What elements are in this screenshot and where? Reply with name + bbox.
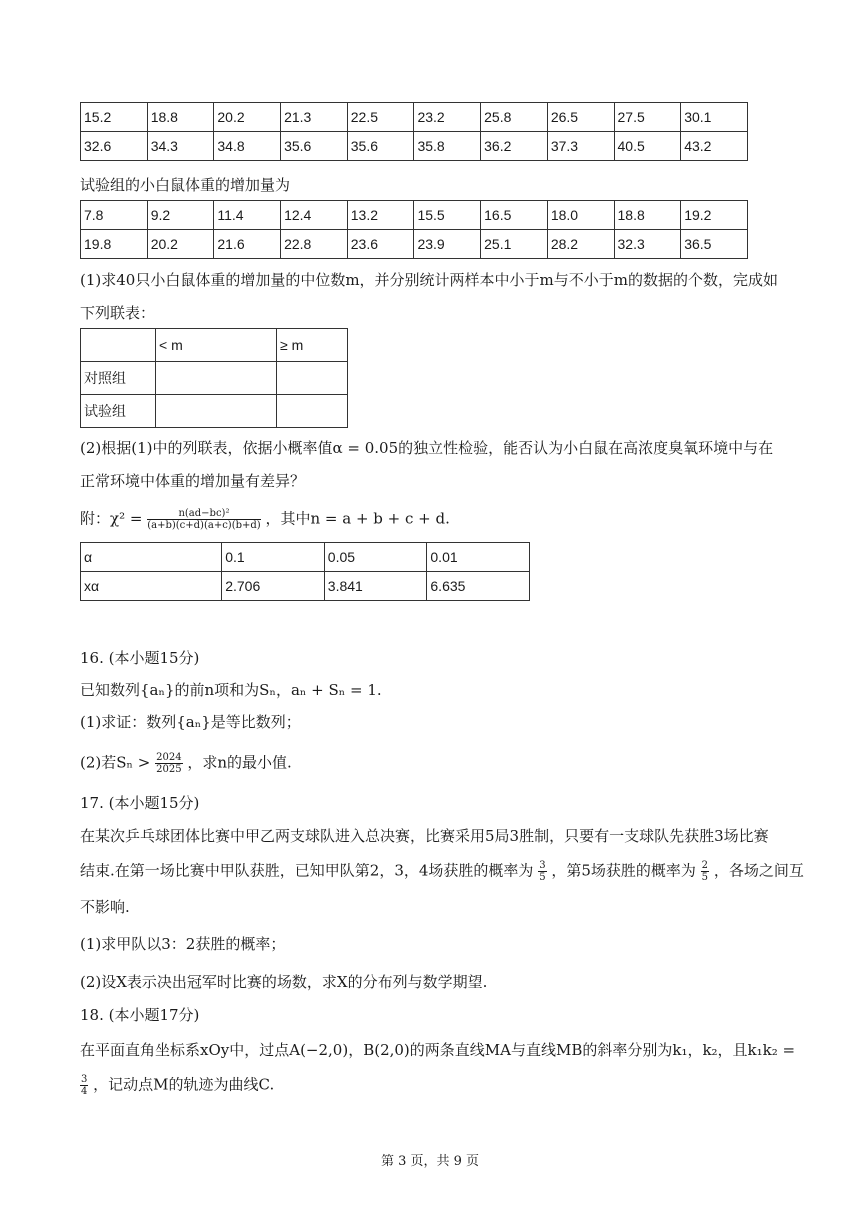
q16-frac-den: 2025 xyxy=(156,764,182,775)
control-cell: 37.3 xyxy=(547,132,614,161)
control-cell: 35.6 xyxy=(281,132,348,161)
experimental-cell: 11.4 xyxy=(214,201,281,230)
q16-fraction xyxy=(155,752,182,775)
control-cell: 18.8 xyxy=(147,103,214,132)
q17-line2-a: 结束.在第一场比赛中甲队获胜，已知甲队第2，3，4场获胜的概率为 xyxy=(80,861,534,880)
experimental-cell: 18.0 xyxy=(547,201,614,230)
experimental-row xyxy=(81,201,748,230)
q17-part2: (2)设X表示决出冠军时比赛的场数，求X的分布列与数学期望. xyxy=(80,973,488,991)
control-cell: 30.1 xyxy=(681,103,748,132)
contingency-cell xyxy=(81,329,156,362)
control-cell: 27.5 xyxy=(614,103,681,132)
q17-frac2-num: 2 xyxy=(701,860,709,871)
experimental-cell: 19.2 xyxy=(681,201,748,230)
q17-header: 17. (本小题15分) xyxy=(80,794,200,812)
q17-frac2-den: 5 xyxy=(701,872,709,883)
q16-part2 xyxy=(80,752,292,775)
critical-value-table xyxy=(80,542,530,601)
control-cell: 40.5 xyxy=(614,132,681,161)
experimental-cell: 20.2 xyxy=(147,230,214,259)
q15-part2-line1: (2)根据(1)中的列联表，依据小概率值α = 0.05的独立性检验，能否认为小白鼠在高浓度臭氧环境中与在 xyxy=(80,439,774,457)
contingency-cell xyxy=(156,362,277,395)
experimental-cell: 32.3 xyxy=(614,230,681,259)
q18-line2 xyxy=(80,1074,274,1097)
q16-part2-prefix: (2)若Sₙ > xyxy=(80,753,151,772)
control-cell: 36.2 xyxy=(481,132,548,161)
control-cell: 15.2 xyxy=(81,103,148,132)
experimental-cell: 12.4 xyxy=(281,201,348,230)
experimental-cell: 23.6 xyxy=(347,230,414,259)
page-footer: 第 3 页，共 9 页 xyxy=(380,1154,480,1169)
q17-part1: (1)求甲队以3：2获胜的概率； xyxy=(80,935,286,953)
critical-cell: 6.635 xyxy=(427,572,530,601)
critical-cell: 0.1 xyxy=(222,543,325,572)
critical-cell: xα xyxy=(81,572,222,601)
q17-line2-b: ，第5场获胜的概率为 xyxy=(551,861,696,880)
control-cell: 35.8 xyxy=(414,132,481,161)
experimental-cell: 36.5 xyxy=(681,230,748,259)
q17-frac1-num: 3 xyxy=(539,860,546,871)
q16-part2-suffix: ，求n的最小值. xyxy=(187,753,292,772)
contingency-cell xyxy=(277,395,348,428)
contingency-table xyxy=(80,328,348,428)
critical-cell: 3.841 xyxy=(324,572,427,601)
control-cell: 20.2 xyxy=(214,103,281,132)
control-row xyxy=(81,132,748,161)
q16-statement: 已知数列{aₙ}的前n项和为Sₙ，aₙ + Sₙ = 1. xyxy=(80,681,382,699)
q15-part1-line2: 下列联表： xyxy=(80,304,156,322)
q15-part2-line2: 正常环境中体重的增加量有差异？ xyxy=(80,472,306,490)
q16-frac-num: 2024 xyxy=(156,752,182,763)
critical-cell: 0.05 xyxy=(324,543,427,572)
formula-suffix: ，其中n = a + b + c + d. xyxy=(265,509,450,528)
contingency-cell xyxy=(277,362,348,395)
experimental-cell: 16.5 xyxy=(481,201,548,230)
q18-frac-num: 3 xyxy=(81,1074,88,1085)
q18-header: 18. (本小题17分) xyxy=(80,1006,200,1024)
control-cell: 34.3 xyxy=(147,132,214,161)
q16-header: 16. (本小题15分) xyxy=(80,649,200,667)
control-cell: 21.3 xyxy=(281,103,348,132)
q17-fraction-2 xyxy=(701,860,709,883)
formula-denominator: (a+b)(c+d)(a+c)(b+d) xyxy=(147,520,261,531)
control-cell: 35.6 xyxy=(347,132,414,161)
q18-fraction xyxy=(80,1074,88,1097)
experimental-cell: 21.6 xyxy=(214,230,281,259)
q17-line2 xyxy=(80,860,804,883)
critical-row xyxy=(81,572,530,601)
experimental-cell: 18.8 xyxy=(614,201,681,230)
experimental-cell: 25.1 xyxy=(481,230,548,259)
q18-frac-den: 4 xyxy=(81,1086,88,1097)
control-cell: 32.6 xyxy=(81,132,148,161)
contingency-cell: 对照组 xyxy=(81,362,156,395)
contingency-row xyxy=(81,395,348,428)
experimental-cell: 15.5 xyxy=(414,201,481,230)
control-cell: 26.5 xyxy=(547,103,614,132)
experimental-cell: 13.2 xyxy=(347,201,414,230)
experimental-cell: 9.2 xyxy=(147,201,214,230)
contingency-cell: ≥ m xyxy=(277,329,348,362)
q18-line1: 在平面直角坐标系xOy中，过点A(−2,0)，B(2,0)的两条直线MA与直线MB的斜率分别为k₁，k₂，且k₁k₂ = xyxy=(80,1041,796,1059)
control-cell: 34.8 xyxy=(214,132,281,161)
control-cell: 23.2 xyxy=(414,103,481,132)
experimental-label: 试验组的小白鼠体重的增加量为 xyxy=(80,176,291,194)
q17-frac1-den: 5 xyxy=(539,872,546,883)
formula-prefix: 附：χ² = xyxy=(80,509,143,528)
experimental-cell: 22.8 xyxy=(281,230,348,259)
control-cell: 25.8 xyxy=(481,103,548,132)
formula-numerator: n(ad−bc)² xyxy=(147,508,260,520)
contingency-row xyxy=(81,362,348,395)
control-cell: 43.2 xyxy=(681,132,748,161)
contingency-cell: < m xyxy=(156,329,277,362)
control-cell: 22.5 xyxy=(347,103,414,132)
contingency-cell: 试验组 xyxy=(81,395,156,428)
contingency-header-row xyxy=(81,329,348,362)
experimental-cell: 28.2 xyxy=(547,230,614,259)
critical-cell: α xyxy=(81,543,222,572)
contingency-cell xyxy=(156,395,277,428)
control-row xyxy=(81,103,748,132)
critical-row xyxy=(81,543,530,572)
q17-line2-c: ，各场之间互 xyxy=(713,861,804,880)
experimental-data-table xyxy=(80,200,748,259)
q17-fraction-1 xyxy=(538,860,546,883)
q15-part1-line1: (1)求40只小白鼠体重的增加量的中位数m，并分别统计两样本中小于m与不小于m的数据的个数，完成如 xyxy=(80,271,779,289)
critical-cell: 2.706 xyxy=(222,572,325,601)
q17-line3: 不影响. xyxy=(80,898,130,916)
experimental-cell: 19.8 xyxy=(81,230,148,259)
experimental-cell: 23.9 xyxy=(414,230,481,259)
chi-square-formula xyxy=(80,508,450,531)
q16-part1: (1)求证：数列{aₙ}是等比数列； xyxy=(80,713,301,731)
control-data-table xyxy=(80,102,748,161)
q18-line2-text: ，记动点M的轨迹为曲线C. xyxy=(93,1075,275,1094)
q17-line1: 在某次乒乓球团体比赛中甲乙两支球队进入总决赛，比赛采用5局3胜制，只要有一支球队先获胜3场比赛 xyxy=(80,827,769,845)
critical-cell: 0.01 xyxy=(427,543,530,572)
experimental-row xyxy=(81,230,748,259)
formula-fraction xyxy=(147,508,260,531)
experimental-cell: 7.8 xyxy=(81,201,148,230)
